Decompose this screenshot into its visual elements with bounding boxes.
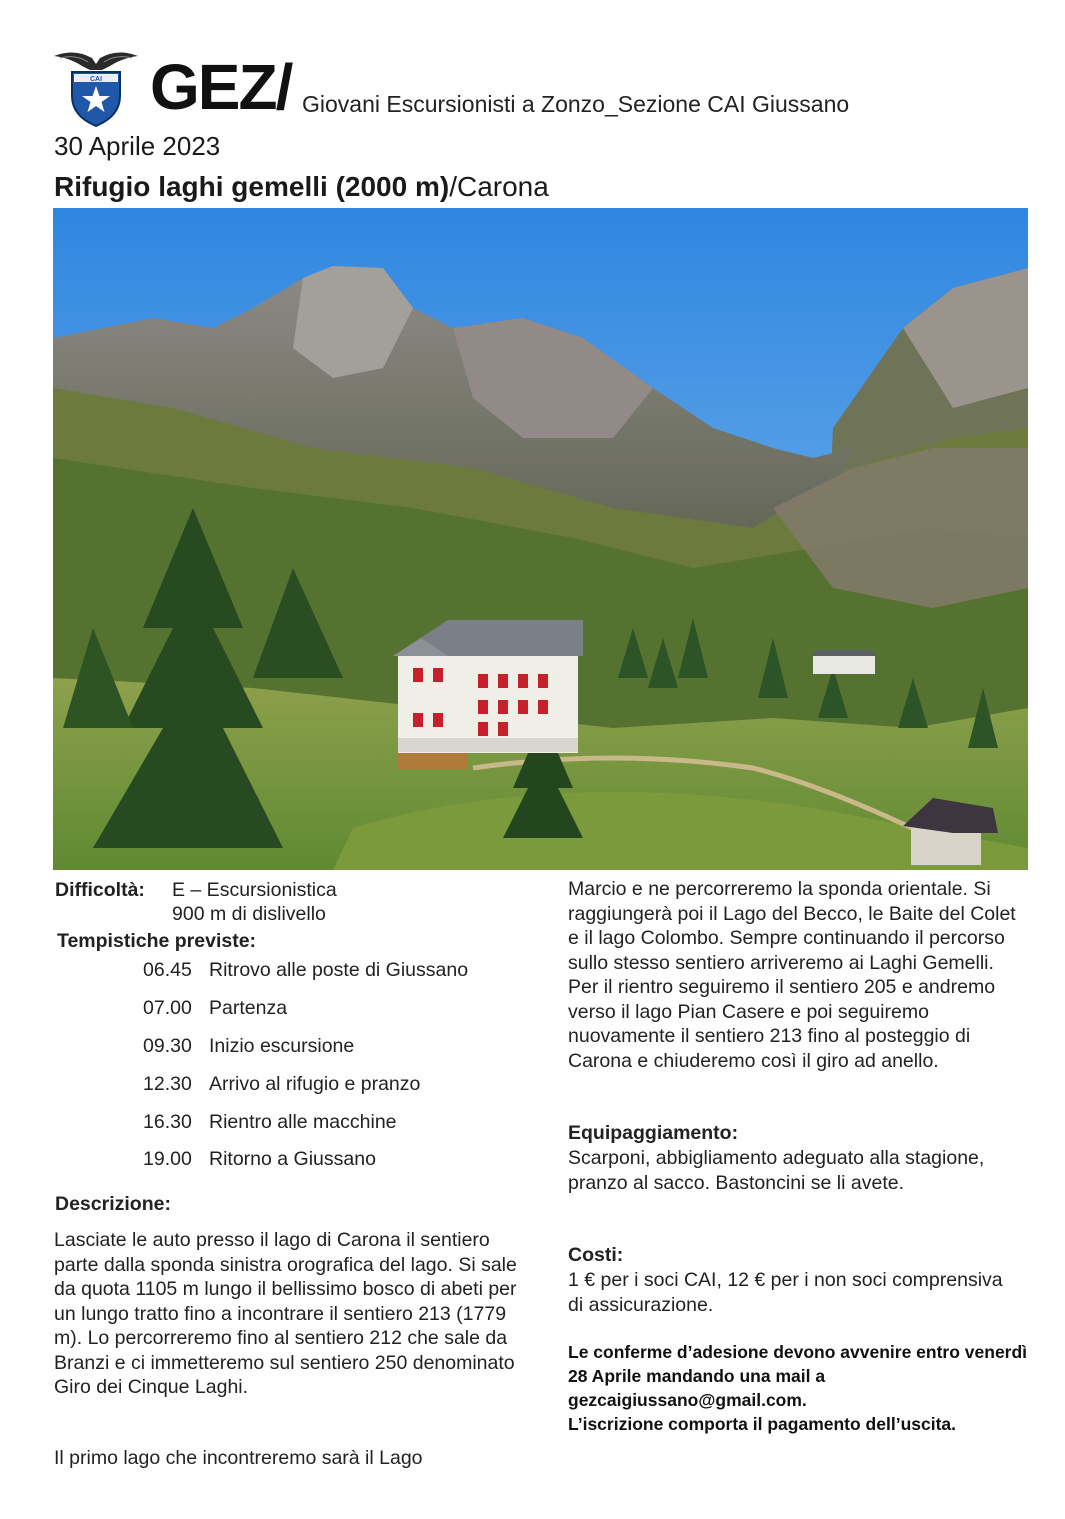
event-date: 30 Aprile 2023 (54, 131, 221, 161)
schedule-item (143, 1110, 397, 1134)
elevation-gain: 900 m di dislivello (172, 903, 326, 925)
equipment-text: Scarponi, abbigliamento adeguato alla stagione, pranzo al sacco. Bastoncini se li avete. (568, 1147, 985, 1194)
costs-label: Costi: (568, 1244, 624, 1266)
schedule-time: 06.45 (143, 959, 192, 981)
schedule-text: Rientro alle macchine (209, 1111, 397, 1133)
logo-text: CAI (89, 76, 103, 83)
event-title (54, 170, 549, 204)
schedule-item (143, 958, 468, 982)
schedule-item (143, 1072, 420, 1096)
event-title-bold: Rifugio laghi gemelli (2000 m) (54, 171, 450, 202)
schedule-text: Arrivo al rifugio e pranzo (209, 1073, 421, 1095)
schedule-item (143, 996, 287, 1020)
equipment-label: Equipaggiamento: (568, 1122, 739, 1144)
cai-logo-icon (52, 48, 140, 128)
registration-payment: L’iscrizione comporta il pagamento dell’uscita. (568, 1414, 957, 1434)
schedule-item (143, 1034, 354, 1058)
description-continued: Marcio e ne percorreremo la sponda orientale. Si raggiungerà poi il Lago del Becco, le Baite del Colet e il lago Colombo. Sempre continuando il percorso sullo stesso sentiero arriveremo ai Laghi Gemelli. Per il rientro seguiremo il sentiero 205 e andremo verso il lago Pian Casere e poi seguiremo nuovamente il sentiero 213 fino al posteggio di Carona e chiuderemo così il giro ad anello. (568, 878, 1016, 1072)
event-title-rest: /Carona (449, 171, 549, 202)
schedule-label: Tempistiche previste: (57, 930, 257, 952)
schedule-item (143, 1147, 376, 1171)
description-paragraph: Il primo lago che incontreremo sarà il Lago (54, 1447, 423, 1469)
costs-text: 1 € per i soci CAI, 12 € per i non soci comprensiva di assicurazione. (568, 1269, 1003, 1316)
difficulty-value: E – Escursionistica (172, 879, 337, 901)
mountain-hut-photo (53, 208, 1028, 870)
schedule-text: Ritrovo alle poste di Giussano (209, 959, 469, 981)
schedule-time: 07.00 (143, 997, 192, 1019)
difficulty-label: Difficoltà: (55, 879, 145, 901)
schedule-time: 09.30 (143, 1035, 192, 1057)
description-label: Descrizione: (55, 1193, 171, 1215)
registration-notice (568, 1340, 1038, 1436)
brand-name: GEZ/ (150, 51, 292, 123)
schedule-text: Ritorno a Giussano (209, 1148, 376, 1170)
schedule-time: 16.30 (143, 1111, 192, 1133)
schedule-text: Inizio escursione (209, 1035, 355, 1057)
registration-deadline: Le conferme d’adesione devono avvenire entro venerdì 28 Aprile mandando una mail a gezcaigiussano@gmail.com. (568, 1342, 1028, 1410)
schedule-time: 19.00 (143, 1148, 192, 1170)
description-paragraph: Lasciate le auto presso il lago di Carona il sentiero parte dalla sponda sinistra orografica del lago. Si sale da quota 1105 m lungo il bellissimo bosco di abeti per un lungo tratto fino a incontrare il sentiero 213 (1779 m). Lo percorreremo fino al sentiero 212 che sale da Branzi e ci immetteremo sul sentiero 250 denominato Giro dei Cinque Laghi. (54, 1229, 517, 1398)
brand-subtitle: Giovani Escursionisti a Zonzo_Sezione CAI Giussano (302, 91, 850, 117)
schedule-text: Partenza (209, 997, 288, 1019)
schedule-time: 12.30 (143, 1073, 192, 1095)
